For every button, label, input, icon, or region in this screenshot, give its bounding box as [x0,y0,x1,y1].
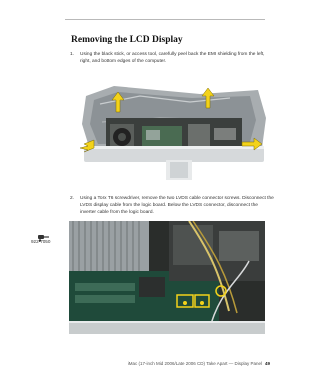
step-text: Using a Torx T6 screwdriver, remove the two LVDS cable connector screws. Disconnect the LVDS display cable from the logic board. Below the LVDS connector, disconnect the inverter cable from the logic board. [80,196,274,215]
emi-shielding-photo [80,84,266,186]
page-footer [128,361,270,366]
lvds-connector-photo [69,221,265,334]
step-number: 2. [70,196,75,201]
step-number: 1. [70,52,75,57]
screwdriver-icon [38,229,50,247]
page-number: 49 [264,361,270,366]
tool-part-number: 922-7050 [31,239,51,244]
step-text: Using the black stick, or access tool, carefully peel back the EMI shielding from the left, right, and bottom edges of the computer. [80,52,265,64]
section-title: Removing the LCD Display [71,35,183,45]
step-1 [70,51,275,65]
step-2 [70,195,275,216]
header-rule [65,19,265,20]
footer-text: iMac (17-inch Mid 2006/Late 2006 CD) Take Apart — Display Panel [127,361,262,366]
